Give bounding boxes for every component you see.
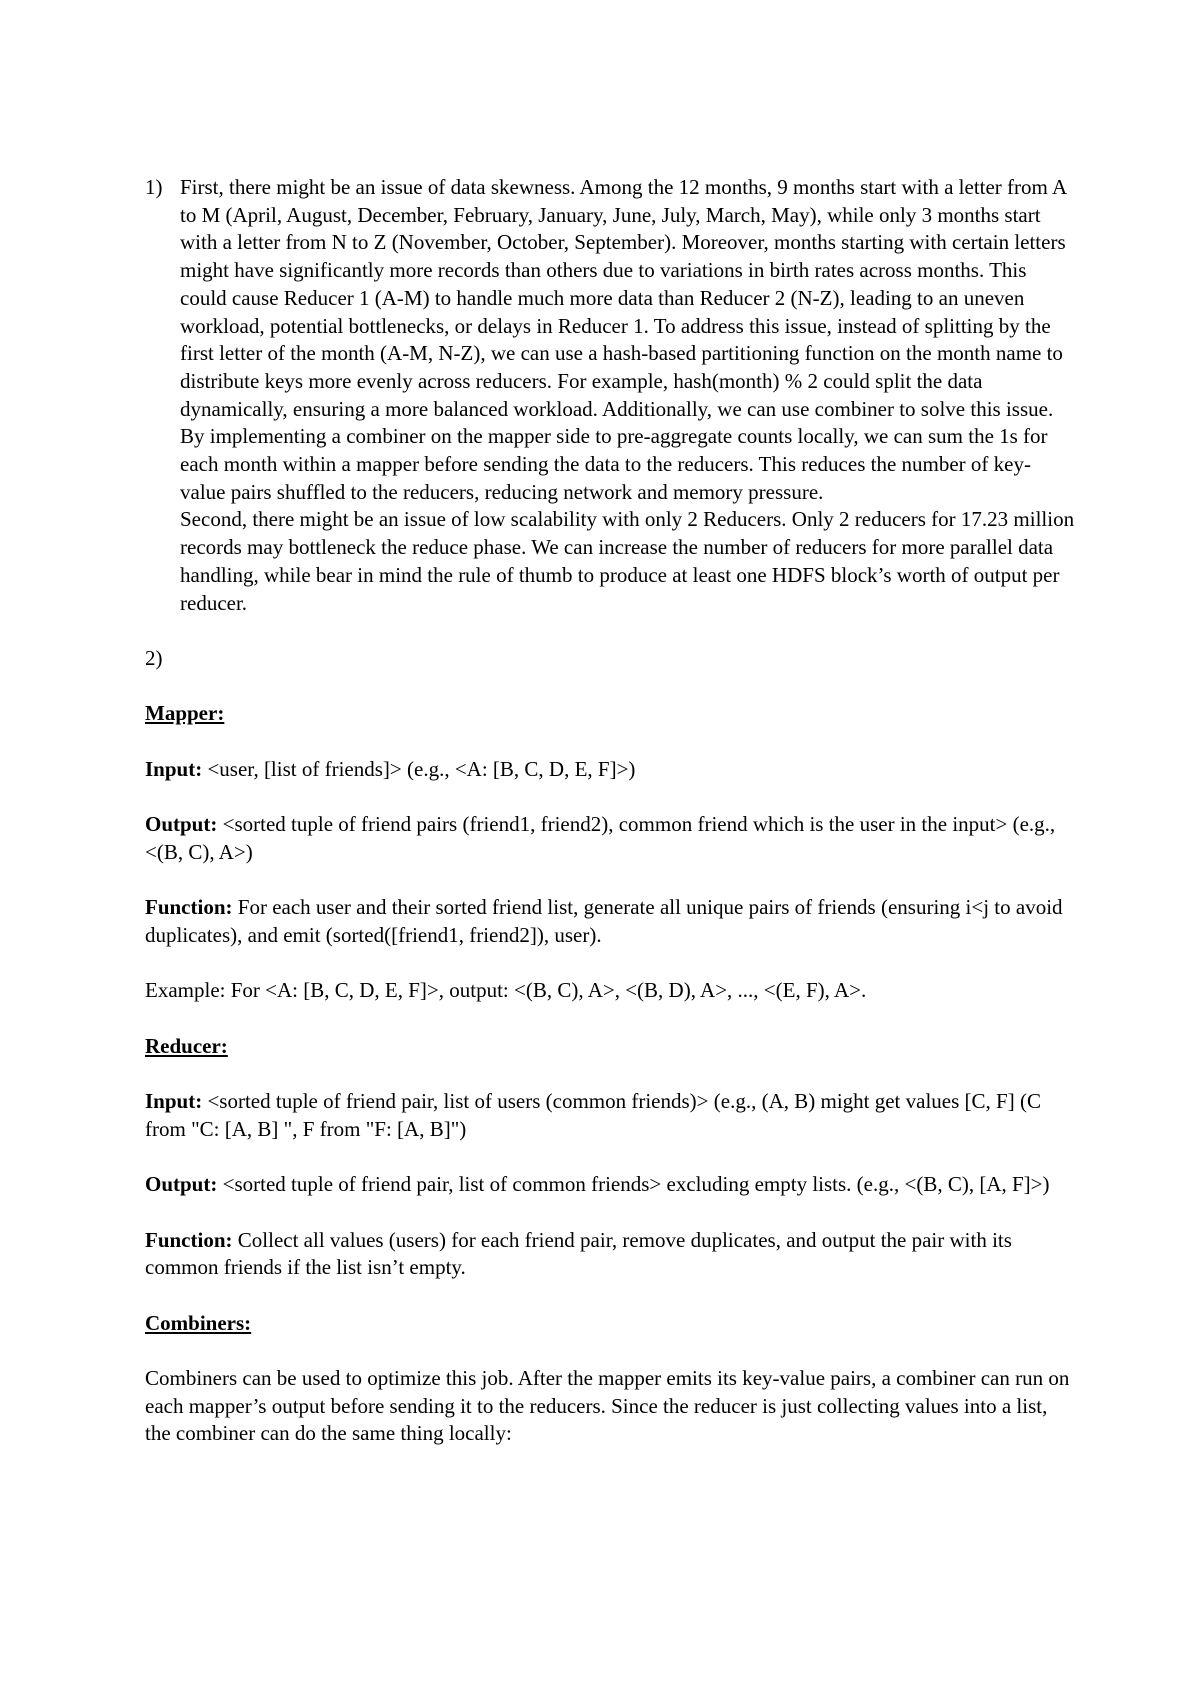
mapper-input xyxy=(145,756,1075,784)
mapper-example: Example: For <A: [B, C, D, E, F]>, output: <(B, C), A>, <(B, D), A>, ..., <(E, F), A>. xyxy=(145,978,867,1003)
combiners-heading-text: Combiners: xyxy=(145,1310,252,1335)
reducer-output-text: <sorted tuple of friend pair, list of common friends> excluding empty lists. (e.g., <(B, C), [A, F]>) xyxy=(217,1172,1050,1197)
answer-1-number: 1) xyxy=(145,175,163,199)
answer-1-paragraph-scalability: Second, there might be an issue of low scalability with only 2 Reducers. Only 2 reducers for 17.23 million records may bottleneck the reduce phase. We can increase the number of reducers for more parallel data handling, while bear in mind the rule of thumb to produce at least one HDFS block’s worth of output per reducer. xyxy=(180,507,1075,615)
reducer-output xyxy=(145,1171,1075,1199)
reducer-heading-text: Reducer: xyxy=(145,1033,228,1058)
answer-1-paragraph-data-skew: First, there might be an issue of data skewness. Among the 12 months, 9 months start with a letter from A to M (April, August, December, February, January, June, July, March, May), while only 3 months start with a letter from N to Z (November, October, September). Moreover, months starting with certain letters might have significantly more records than others due to variations in birth rates across months. This could cause Reducer 1 (A-M) to handle much more data than Reducer 2 (N-Z), leading to an uneven workload, potential bottlenecks, or delays in Reducer 1. To address this issue, instead of splitting by the first letter of the month (A-M, N-Z), we can use a hash-based partitioning function on the month name to distribute keys more evenly across reducers. For example, hash(month) % 2 could split the data dynamically, ensuring a more balanced workload. Additionally, we can use combiner to solve this issue. By implementing a combiner on the mapper side to pre-aggregate counts locally, we can sum the 1s for each month within a mapper before sending the data to the reducers. This reduces the number of key-value pairs shuffled to the reducers, reducing network and memory pressure. xyxy=(180,175,1066,504)
reducer-function xyxy=(145,1227,1075,1282)
mapper-input-text: <user, [list of friends]> (e.g., <A: [B, C, D, E, F]>) xyxy=(202,756,636,781)
mapper-function xyxy=(145,894,1075,949)
combiners-heading xyxy=(145,1310,1075,1338)
answer-1-body xyxy=(180,174,1075,617)
document-body xyxy=(145,174,1075,1448)
mapper-output-text: <sorted tuple of friend pairs (friend1, friend2), common friend which is the user in the input> (e.g., <(B, C), A>) xyxy=(145,812,1056,864)
reducer-output-label: Output: xyxy=(145,1172,218,1197)
reducer-function-text: Collect all values (users) for each friend pair, remove duplicates, and output the pair with its common friends if the list isn’t empty. xyxy=(145,1227,1012,1280)
mapper-heading xyxy=(145,700,1075,728)
answer-2-number: 2) xyxy=(145,645,163,670)
combiners-text: Combiners can be used to optimize this job. After the mapper emits its key-value pairs, a combiner can run on each mapper’s output before sending it to the reducers. Since the reducer is just collecting values into a list, the combiner can do the same thing locally: xyxy=(145,1366,1070,1446)
reducer-input xyxy=(145,1088,1075,1143)
mapper-input-label: Input: xyxy=(145,756,203,781)
answer-1 xyxy=(145,174,1075,617)
mapper-function-label: Function: xyxy=(145,895,233,920)
reducer-input-label: Input: xyxy=(145,1089,203,1114)
mapper-output xyxy=(145,811,1075,866)
reducer-heading xyxy=(145,1033,1075,1061)
mapper-function-text: For each user and their sorted friend list, generate all unique pairs of friends (ensuring i<j to avoid duplicates), and emit (sorted([friend1, friend2]), user). xyxy=(145,895,1063,947)
reducer-input-text: <sorted tuple of friend pair, list of users (common friends)> (e.g., (A, B) might get values [C, F] (C from "C: [A, B] ", F from "F: [A, B]") xyxy=(145,1089,1041,1141)
mapper-output-label: Output: xyxy=(145,812,218,837)
reducer-function-label: Function: xyxy=(145,1227,233,1252)
mapper-heading-text: Mapper: xyxy=(145,701,225,726)
